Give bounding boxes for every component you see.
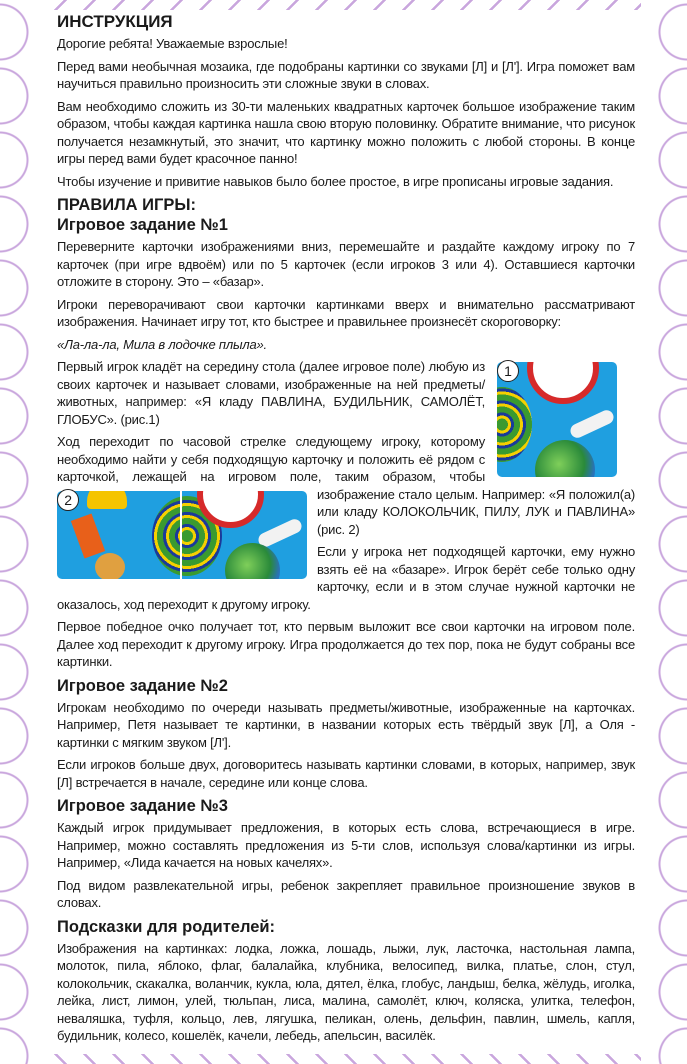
figure-2-cards xyxy=(57,491,307,579)
hints-title: Подсказки для родителей: xyxy=(57,917,276,936)
task1-text: Первое победное очко получает тот, кто первым xyxy=(57,619,354,634)
task1-paragraph: Переверните карточки изображениями вниз, перемешайте и раздайте каждому игроку по 7 карточек (при игре вдвоём) или по 5 карточек (если игроков 3 или 4). Оставшиеся карточки отложите в сторону. Это – «базар». xyxy=(57,239,635,289)
task3-paragraph: Под видом развлекательной игры, ребенок закрепляет правильное произношение звуков в словах. xyxy=(57,877,635,910)
decorative-border-left xyxy=(0,0,46,1064)
globe-image xyxy=(535,440,595,477)
figure-2 xyxy=(57,489,307,579)
task1-paragraph: Игроки переворачивают свои карточки картинками вверх и внимательно рассматривают изображения. Начинает игру тот, кто быстрее и правильнее произнесёт скороговорку: xyxy=(57,296,635,329)
task1-paragraph-score xyxy=(57,618,635,671)
task2-paragraph: Игрокам необходимо по очереди называть предметы/животные, изображенные на карточках. Например, Петя называет те картинки, в названии которых есть твёрдый звук [Л], а Оля - картинки с мягким звуком [Л']. xyxy=(57,699,635,750)
task1-text: чтобы изображение стало xyxy=(317,469,485,502)
figure-1-number: 1 xyxy=(497,360,519,382)
task1-title: Игровое задание №1 xyxy=(57,216,228,234)
rules-title: ПРАВИЛА ИГРЫ: xyxy=(57,196,197,214)
onion-image xyxy=(95,553,125,579)
globe-image xyxy=(225,543,280,579)
intro-paragraph: Перед вами необычная мозаика, где подобраны картинки со звуками [Л] и [Л']. Игра поможет вам научиться правильно произносить эти сложные звуки в словах. xyxy=(57,58,635,91)
card-divider xyxy=(180,491,182,579)
clock-image xyxy=(527,362,599,404)
figure-1 xyxy=(497,360,617,477)
task1-text: Ход переходит по часовой стрелке следующему игроку, которому необходимо найти у себя подходящую карточку и положить её рядом с карточкой, лежащей на игровом поле, таким образом, xyxy=(57,434,485,484)
hints-paragraph: Изображения на картинках: лодка, ложка, лошадь, лыжи, лук, ласточка, настольная лампа, молоток, пила, яблоко, флаг, балалайка, клубника, велосипед, вилка, платье, слон, стул, колокольчик, скакалка, воланчик, кукла, юла, дятел, ёлка, глобус, ландыш, белка, жёлудь, иголка, лейка, лист, лимон, улей, тюльпан, лиса, малина, самолёт, ключ, коляска, улитка, телефон, неваляшка, туфля, кольцо, лев, лягушка, пеликан, олень, дельфин, павлин, шмель, капля, будильник, колесо, кошелёк, качели, лебедь, апельсин, василёк. xyxy=(57,940,635,1043)
task2-paragraph: Если игроков больше двух, договоритесь называть картинки словами, в которых, например, звук [Л] встречается в начале, середине или конце слова. xyxy=(57,757,635,790)
tongue-twister: «Ла-ла-ла, Мила в лодочке плыла». xyxy=(57,336,267,352)
decorative-border-right xyxy=(641,0,687,1064)
instruction-content xyxy=(57,0,635,1064)
bell-image xyxy=(87,491,127,509)
task2-title: Игровое задание №2 xyxy=(57,676,228,695)
task3-title: Игровое задание №3 xyxy=(57,797,228,815)
intro-paragraph: Чтобы изучение и привитие навыков было более простое, в игре прописаны игровые задания. xyxy=(57,173,614,189)
task1-text: целым. Например: «Я положил(а) или кладу КОЛОКОЛЬЧИК, ПИЛУ, ЛУК и ПАВЛИНА» (рис. 2) xyxy=(317,486,636,537)
airplane-image xyxy=(568,408,616,440)
task1-paragraph: Первый игрок кладёт на середину стола (далее игровое поле) любую из своих карточек и называет словами, изображенные на ней предметы/животных, например: «Я кладу ПАВЛИНА, БУДИЛЬНИК, САМОЛЁТ, ГЛОБУС». (рис.1) xyxy=(57,359,485,427)
task1-paragraph: Если у игрока нет подходящей карточки, ему нужно взять её на «базаре». Игрок берёт себе только одну карточку, если и в этом случае нужной карточки не оказалось, ход переходит к другому игроку. xyxy=(57,544,635,612)
figure-2-number: 2 xyxy=(57,489,79,511)
airplane-image xyxy=(256,516,304,548)
intro-greeting: Дорогие ребята! Уважаемые взрослые! xyxy=(57,36,288,51)
saw-image xyxy=(71,513,105,558)
task3-paragraph: Каждый игрок придумывает предложения, в которых есть слова, встречающиеся в игре. Например, можно составлять предложения из 5-ти слов, используя слова/картинки из игры. Например, «Лида качается на новых качелях». xyxy=(57,820,635,870)
task1-text: выложит все свои карточки на игровом поле. Далее ход переходит к другому игроку. Игра продолжается до тех пор, пока не будут собраны все картинки. xyxy=(57,619,635,669)
peacock-image xyxy=(497,387,532,462)
page-title: ИНСТРУКЦИЯ xyxy=(57,12,173,31)
intro-paragraph: Вам необходимо сложить из 30-ти маленьких квадратных карточек большое изображение таким образом, чтобы каждая картинка нашла свою вторую половинку. Обратите внимание, что рисунок получается незамкнутый, это значит, что картинку можно положить с любой стороны. В конце игры перед вами будет красочное панно! xyxy=(57,98,635,166)
